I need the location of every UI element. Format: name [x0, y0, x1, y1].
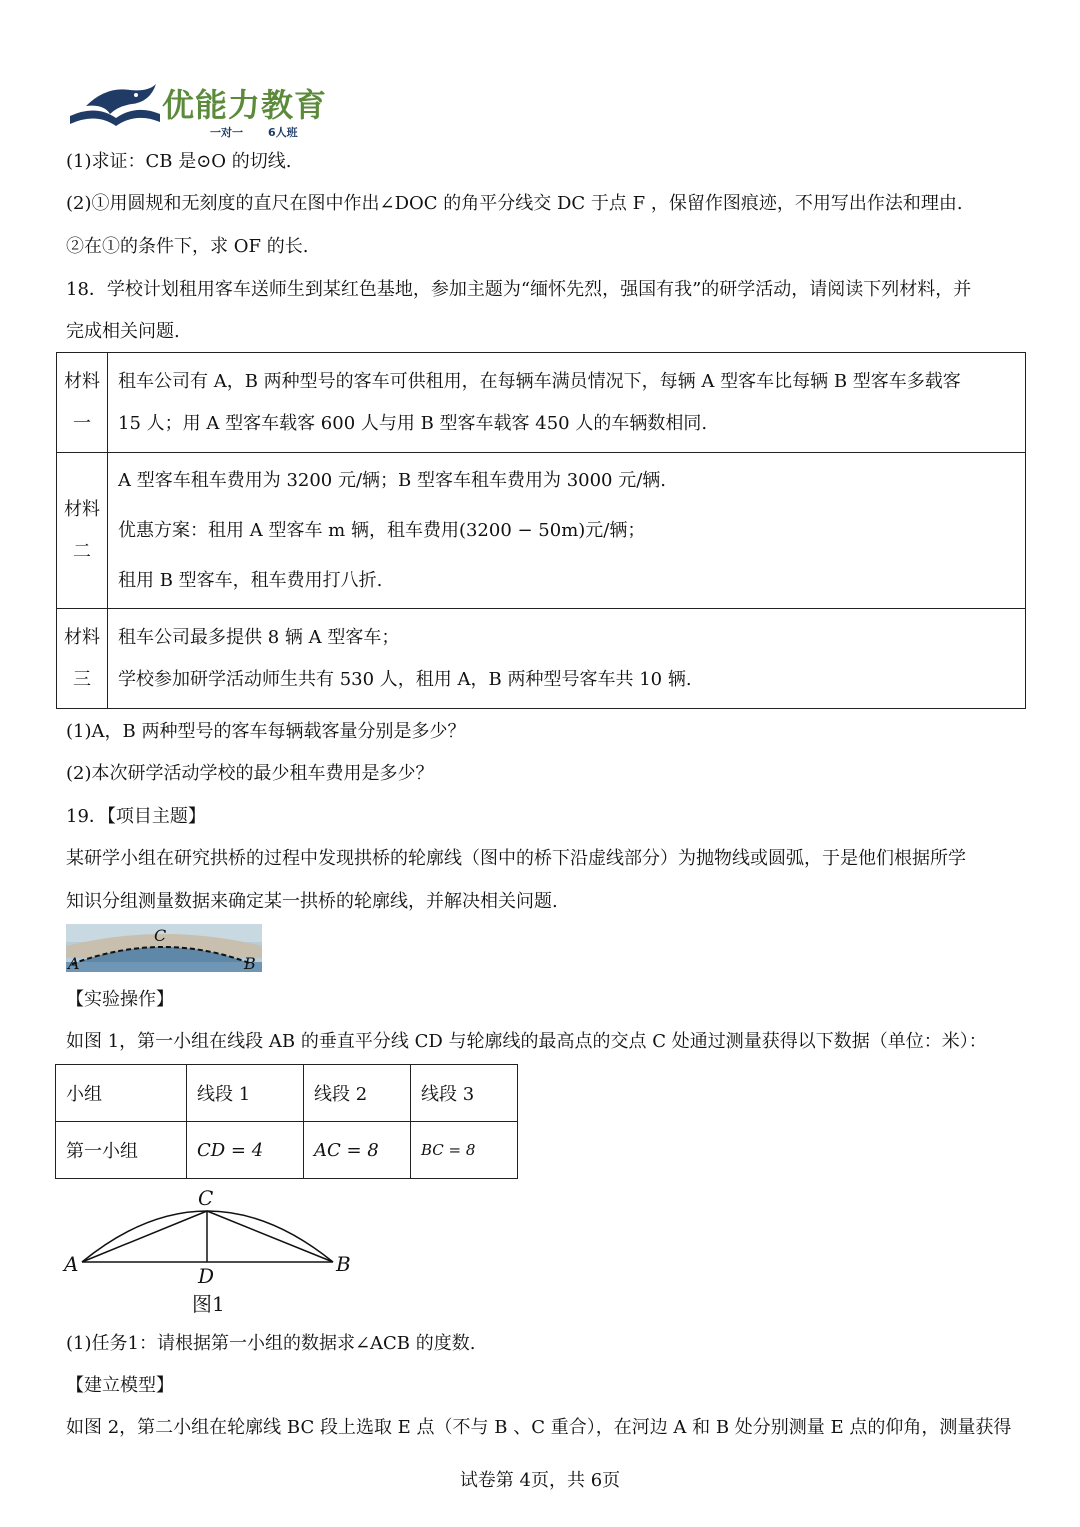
material-row-1	[57, 353, 1026, 453]
photo-label-a: A	[68, 954, 80, 972]
table-header-cell: 线段 1	[187, 1065, 304, 1122]
material-row-3	[57, 609, 1026, 709]
table-cell: AC = 8	[304, 1122, 411, 1179]
page-footer: 试卷第 4页，共 6页	[459, 1470, 621, 1491]
material-3-head-num: 三	[73, 668, 91, 690]
q18-sub1: (1)A，B 两种型号的客车每辆载客量分别是多少？	[66, 721, 466, 742]
book-bird-logo-icon	[66, 80, 162, 134]
measurement-table	[55, 1064, 518, 1179]
fig-label-b: B	[336, 1252, 351, 1276]
photo-label-c: C	[154, 926, 167, 945]
task1: (1)任务1：请根据第一小组的数据求∠ACB 的度数.	[66, 1333, 476, 1354]
fig-label-a: A	[64, 1252, 79, 1276]
material-2-head-num: 二	[73, 540, 91, 562]
logo	[66, 78, 356, 140]
logo-sub-right: 6人班	[268, 126, 298, 139]
q18-intro-line2: 完成相关问题.	[66, 321, 180, 342]
q17-part2: (2)①用圆规和无刻度的直尺在图中作出∠DOC 的角平分线交 DC 于点 F ，保留作图痕迹，不用写出作法和理由.	[66, 193, 963, 214]
logo-sub-left: 一对一	[210, 126, 243, 139]
materials-table	[56, 352, 1026, 709]
material-1-line: 租车公司有 A，B 两种型号的客车可供租用，在每辆车满员情况下，每辆 A 型客车比每辆 B 型客车多载客	[118, 370, 961, 392]
table-header-cell: 小组	[56, 1065, 187, 1122]
table-cell: 第一小组	[56, 1122, 187, 1179]
figure-1	[60, 1186, 360, 1314]
q18-sub2: (2)本次研学活动学校的最少租车费用是多少？	[66, 763, 434, 784]
model-title: 【建立模型】	[66, 1375, 174, 1396]
q18-intro-line1: 18．学校计划租用客车送师生到某红色基地，参加主题为“缅怀先烈，强国有我”的研学活动，请阅读下列材料，并	[66, 279, 972, 300]
q19-title: 19．【项目主题】	[66, 806, 206, 827]
material-3-line: 学校参加研学活动师生共有 530 人，租用 A，B 两种型号客车共 10 辆.	[118, 668, 692, 690]
model-text: 如图 2，第二小组在轮廓线 BC 段上选取 E 点（不与 B 、C 重合），在河边 A 和 B 处分别测量 E 点的仰角，测量获得	[66, 1417, 1012, 1438]
material-row-2	[57, 453, 1026, 609]
material-2-line: A 型客车租车费用为 3200 元/辆；B 型客车租车费用为 3000 元/辆.	[118, 469, 667, 491]
fig-label-d: D	[198, 1264, 215, 1288]
material-2-line: 租用 B 型客车，租车费用打八折.	[118, 569, 383, 591]
table-header-row	[56, 1065, 518, 1122]
fig-label-c: C	[198, 1186, 214, 1210]
material-3-head: 材料	[64, 626, 100, 648]
logo-name: 优能力教育	[162, 86, 328, 124]
table-row	[56, 1122, 518, 1179]
experiment-text: 如图 1，第一小组在线段 AB 的垂直平分线 CD 与轮廓线的最高点的交点 C 处通过测量获得以下数据（单位：米）：	[66, 1031, 987, 1052]
material-3-line: 租车公司最多提供 8 辆 A 型客车；	[118, 626, 400, 648]
table-cell: CD = 4	[187, 1122, 304, 1179]
q19-para-line2: 知识分组测量数据来确定某一拱桥的轮廓线，并解决相关问题.	[66, 891, 558, 912]
material-2-head: 材料	[64, 498, 100, 520]
table-header-cell: 线段 2	[304, 1065, 411, 1122]
photo-label-b: B	[244, 954, 256, 972]
table-cell: BC = 8	[411, 1122, 518, 1179]
material-1-line: 15 人；用 A 型客车载客 600 人与用 B 型客车载客 450 人的车辆数相同.	[118, 412, 708, 434]
material-2-line: 优惠方案：租用 A 型客车 m 辆，租车费用(3200 − 50m)元/辆；	[118, 519, 646, 541]
bridge-photo	[66, 924, 262, 972]
q17-part1: (1)求证：CB 是⊙O 的切线.	[66, 151, 292, 172]
table-header-cell: 线段 3	[411, 1065, 518, 1122]
material-1-head: 材料	[64, 370, 100, 392]
q17-part2-sub: ②在①的条件下，求 OF 的长.	[66, 236, 309, 257]
figure-caption: 图1	[192, 1292, 225, 1316]
q19-para-line1: 某研学小组在研究拱桥的过程中发现拱桥的轮廓线（图中的桥下沿虚线部分）为抛物线或圆弧，于是他们根据所学	[66, 848, 966, 869]
experiment-title: 【实验操作】	[66, 989, 174, 1010]
material-1-head-num: 一	[73, 412, 91, 434]
